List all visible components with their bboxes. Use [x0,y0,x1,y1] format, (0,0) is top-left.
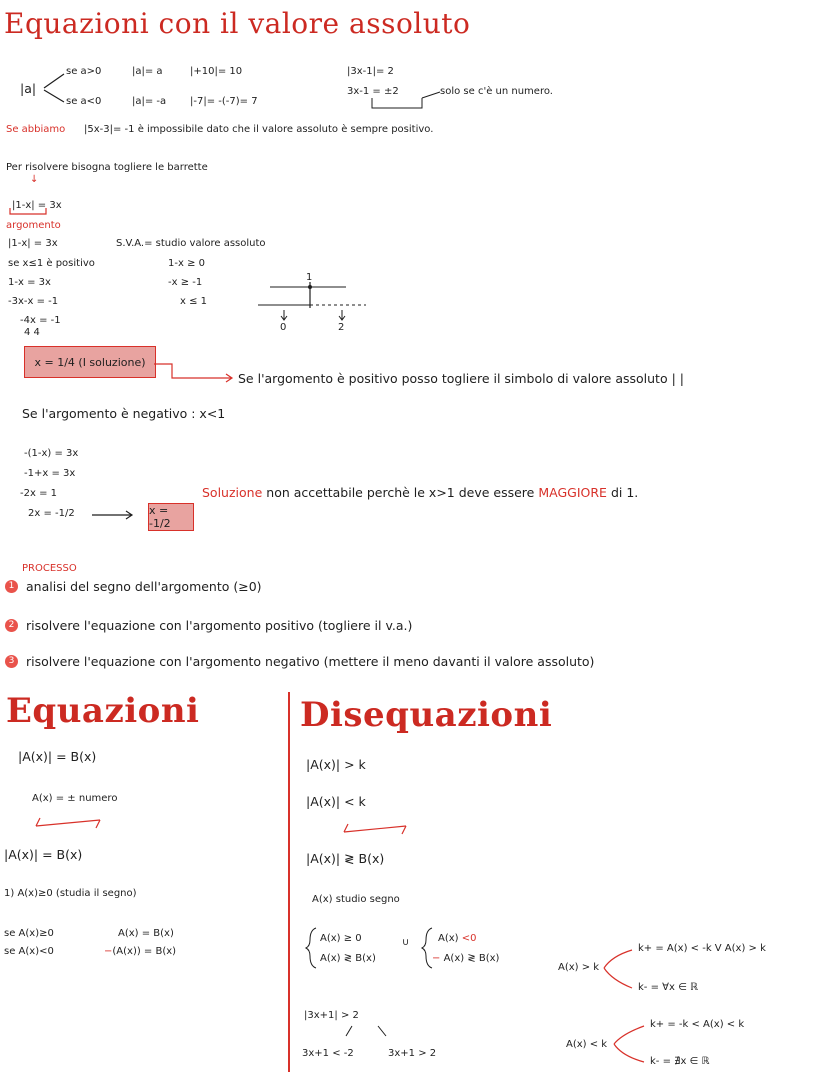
case-positive: se a>0 [66,66,102,77]
abs-negative: |a|= -a [132,96,167,107]
arrow-to-2-icon [339,310,345,320]
case-negative: se a<0 [66,96,102,107]
solution-text-1: non accettabile perchè le x>1 deve essere [266,485,535,500]
greater-than-negative: k- = ∀x ∈ ℝ [638,982,698,993]
greater-than-label: A(x) > k [558,962,600,973]
number-line-point [308,285,312,289]
equazioni-formula-3: |A(x)| = B(x) [4,847,83,862]
system-2-condition: <0 [461,933,477,944]
union-symbol: ∪ [402,937,410,948]
equazioni-case-neg-expression: (A(x)) = B(x) [112,946,177,957]
neg-step-3: -2x = 1 [20,488,57,499]
disequazioni-example-right: 3x+1 > 2 [388,1048,437,1059]
arrow-down-icon: ↓ [30,174,39,185]
abs-branch-lines [44,74,64,102]
disequazioni-formula-3: |A(x)| ≷ B(x) [306,851,385,866]
condition-1: 1-x ≥ 0 [168,258,205,269]
less-than-positive: k+ = -k < A(x) < k [650,1019,745,1030]
solution-2-arrow-icon [92,511,132,519]
remove-bars-note: Per risolvere bisogna togliere le barrette [6,162,208,173]
solution-1: x = 1/4 (I soluzione) [34,355,146,369]
system-2-b: A(x) ≷ B(x) [443,953,500,964]
abs-a: |a| [20,81,37,96]
arrow-to-0-icon [281,310,287,320]
process-step-1-number: 1 [5,580,18,593]
neg-step-1: -(1-x) = 3x [24,448,79,459]
less-than-negative: k- = ∄x ∈ ℝ [650,1056,710,1067]
disequazioni-heading: Disequazioni [300,695,553,735]
equation-copy: |1-x| = 3x [8,238,58,249]
equation-example: |1-x| = 3x [12,200,62,211]
impossible-note: |5x-3|= -1 è impossibile dato che il valore assoluto è sempre positivo. [84,124,434,135]
disequazioni-formula-2: |A(x)| < k [306,794,366,809]
example-note: solo se c'è un numero. [440,86,553,97]
disequazioni-study-sign: A(x) studio segno [312,894,400,905]
step-1: 1-x = 3x [8,277,51,288]
solution-maggiore: MAGGIORE [538,485,607,500]
less-than-branch [614,1026,644,1062]
argomento-label: argomento [6,220,61,231]
number-line-1: 1 [306,272,313,283]
abs-positive: |a|= a [132,66,163,77]
system-2-a: A(x) [438,933,459,944]
greater-than-branch [604,950,632,988]
equazioni-case-pos: se A(x)≥0 [4,928,54,939]
process-step-2-number: 2 [5,619,18,632]
equazioni-heading: Equazioni [6,691,200,731]
example-equation-1: |3x-1|= 2 [347,66,394,77]
example-split-lines [346,1026,386,1036]
negative-case: Se l'argomento è negativo : x<1 [22,406,226,421]
condition-2: -x ≥ -1 [168,277,203,288]
solution-text-2: di 1. [610,485,639,500]
neg-step-2: -1+x = 3x [24,468,76,479]
disequazioni-formula-1: |A(x)| > k [306,757,366,772]
example-positive: |+10|= 10 [190,66,243,77]
step-2: -3x-x = -1 [8,296,59,307]
system-1-brace [306,928,316,968]
equazioni-separator [36,818,100,828]
argomento-bracket [10,208,46,214]
disequazioni-separator [344,824,406,834]
solution-2: x = -1/2 [149,504,171,530]
page-title: Equazioni con il valore assoluto [4,7,471,40]
system-1-line-1: A(x) ≥ 0 [320,933,362,944]
equazioni-formula-2: A(x) = ± numero [32,793,118,804]
equazioni-case-pos-result: A(x) = B(x) [118,928,174,939]
equazioni-formula-1: |A(x)| = B(x) [18,749,97,764]
process-step-2: risolvere l'equazione con l'argomento positivo (togliere il v.a.) [26,618,413,633]
number-line-2: 2 [338,322,345,333]
system-2-minus: − [432,953,441,964]
example-equation-2: 3x-1 = ±2 [347,86,399,97]
greater-than-positive: k+ = A(x) < -k V A(x) > k [638,943,766,954]
impossible-prefix: Se abbiamo [6,124,66,135]
step-3: -4x = -1 [20,315,61,326]
positive-note: Se l'argomento è positivo posso togliere il simbolo di valore assoluto | | [238,371,684,386]
sva-definition: S.V.A.= studio valore assoluto [116,238,266,249]
plus-minus-bracket [372,92,440,108]
equazioni-formula-4: 1) A(x)≥0 (studia il segno) [4,888,137,899]
process-step-3: risolvere l'equazione con l'argomento negativo (mettere il meno davanti il valore assoluto) [26,654,595,669]
process-heading: PROCESSO [22,563,77,574]
condition-3: x ≤ 1 [180,296,208,307]
equazioni-case-neg: se A(x)<0 [4,946,54,957]
solution-1-arrow-icon [154,364,232,382]
process-step-1: analisi del segno dell'argomento (≥0) [26,579,262,594]
process-step-3-number: 3 [5,655,18,668]
solution-label: Soluzione [202,485,263,500]
number-line-0: 0 [280,322,287,333]
step-3-denominators: 4 4 [24,327,40,338]
less-than-label: A(x) < k [566,1039,608,1050]
neg-step-4: 2x = -1/2 [28,508,75,519]
disequazioni-example-left: 3x+1 < -2 [302,1048,354,1059]
positive-case: se x≤1 è positivo [8,258,95,269]
example-negative: |-7|= -(-7)= 7 [190,96,258,107]
disequazioni-example: |3x+1| > 2 [304,1010,359,1021]
system-2-brace [422,928,432,968]
system-1-line-2: A(x) ≷ B(x) [320,953,376,964]
minus-sign: − [104,946,113,957]
